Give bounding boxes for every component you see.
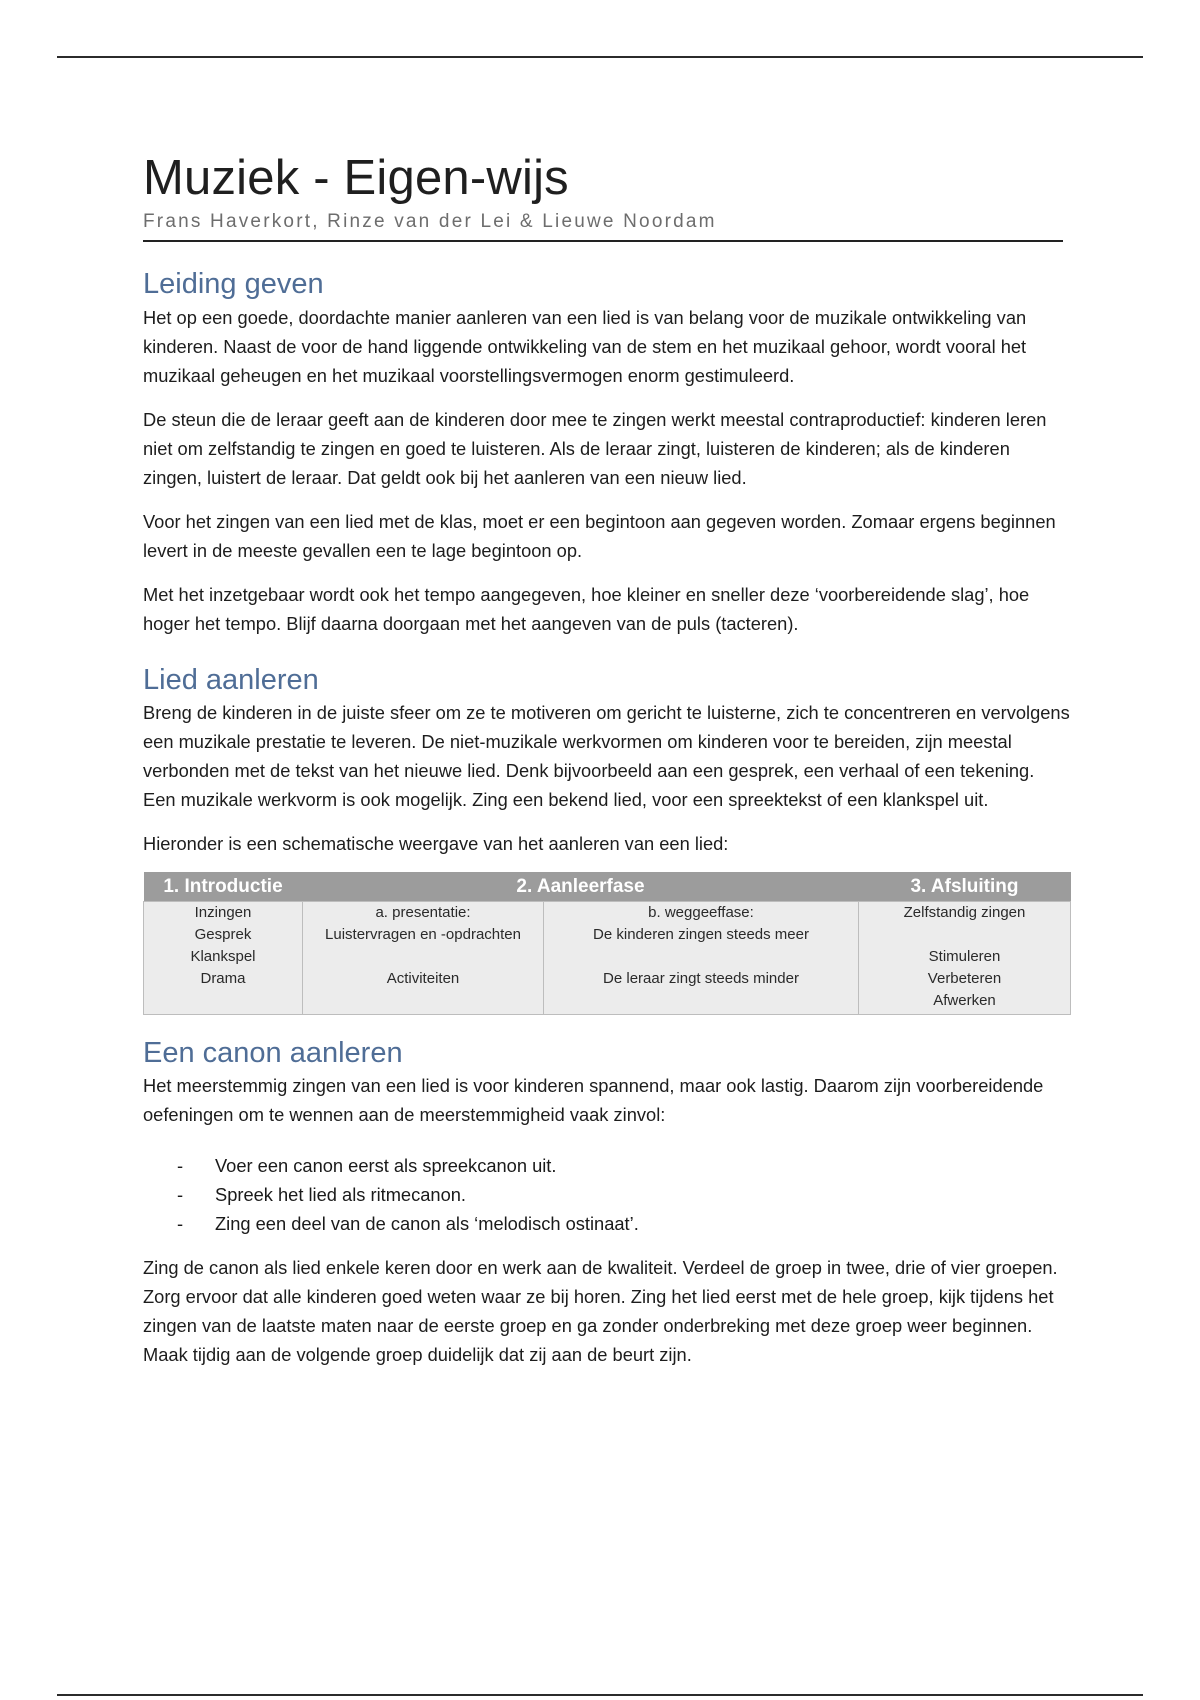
section-lied-aanleren [143, 662, 1070, 1015]
scheme-line: Inzingen [194, 904, 252, 921]
list-item [143, 1180, 1070, 1209]
scheme-line: Stimuleren [928, 948, 1001, 965]
scheme-line [303, 946, 543, 968]
bullet-list [143, 1151, 1070, 1238]
scheme-body-row [144, 902, 1071, 1015]
paragraph: Het meerstemmig zingen van een lied is voor kinderen spannend, maar ook lastig. Daarom zijn voorbereidende oefeningen om te wennen aan de meerstemmigheid vaak zinvol: [143, 1075, 1044, 1125]
scheme-cell-presentatie [303, 902, 544, 1015]
paragraph: Het op een goede, doordachte manier aanleren van een lied is van belang voor de muzikale ontwikkeling van kinderen. Naast de voor de hand liggende ontwikkeling van de stem en het muzikaal gehoor, wordt vooral het muzikaal geheugen en het muzikaal voorstellingsvermogen enorm gestimuleerd. [143, 307, 1027, 386]
scheme-line [859, 924, 1070, 946]
title-divider [143, 240, 1063, 242]
section-canon-aanleren [143, 1035, 1070, 1369]
document-authors: Frans Haverkort, Rinze van der Lei & Lieuwe Noordam [143, 211, 717, 232]
scheme-line: Afwerken [933, 992, 996, 1009]
section-heading: Een canon aanleren [143, 1037, 403, 1069]
paragraph: Zing de canon als lied enkele keren door en werk aan de kwaliteit. Verdeel de groep in twee, drie of vier groepen. Zorg ervoor dat alle kinderen goed weten waar ze bij horen. Zing het lied eerst met de hele groep, kijk tijdens het zingen van de laatste maten naar de eerste groep en ga zonder onderbreking met deze groep weer beginnen. Maak tijdig aan de volgende groep duidelijk dat zij aan de beurt zijn. [143, 1257, 1058, 1365]
list-item [143, 1209, 1070, 1238]
list-item-text: Zing een deel van de canon als ‘melodisch ostinaat’. [215, 1213, 639, 1234]
scheme-header-aanleerfase: 2. Aanleerfase [303, 872, 859, 902]
scheme-line: Activiteiten [386, 970, 460, 987]
paragraph: Breng de kinderen in de juiste sfeer om ze te motiveren om gericht te luisterne, zich te concentreren en vervolgens een muzikale prestatie te leveren. De niet-muzikale werkvormen om kinderen voor te bereiden, zijn meestal verbonden met de tekst van het nieuwe lied. Denk bijvoorbeeld aan een gesprek, een verhaal of een tekening. Een muzikale werkvorm is ook mogelijk. Zing een bekend lied, voor een spreektekst of een klankspel uit. [143, 702, 1070, 810]
scheme-header-introductie: 1. Introductie [144, 872, 303, 902]
dash-bullet: - [177, 1184, 184, 1205]
scheme-line: a. presentatie: [375, 904, 471, 921]
scheme-header-row [144, 872, 1071, 902]
scheme-line: b. weggeeffase: [648, 904, 754, 921]
section-leiding-geven [143, 266, 1070, 638]
scheme-header-afsluiting: 3. Afsluiting [859, 872, 1071, 902]
section-heading: Leiding geven [143, 268, 324, 300]
document-page [143, 148, 1070, 1369]
top-rule [57, 56, 1143, 58]
scheme-line: Klankspel [190, 948, 256, 965]
scheme-line: De leraar zingt steeds minder [603, 970, 799, 987]
paragraph: De steun die de leraar geeft aan de kinderen door mee te zingen werkt meestal contraproductief: kinderen leren niet om zelfstandig te zingen en goed te luisteren. Als de leraar zingt, luisteren de kinderen; als de kinderen zingen, luistert de leraar. Dat geldt ook bij het aanleren van een nieuw lied. [143, 409, 1047, 488]
paragraph: Met het inzetgebaar wordt ook het tempo aangegeven, hoe kleiner en sneller deze ‘voorbereidende slag’, hoe hoger het tempo. Blijf daarna doorgaan met het aangeven van de puls (tacteren). [143, 584, 1030, 634]
scheme-line: Zelfstandig zingen [903, 904, 1026, 921]
scheme-line: De kinderen zingen steeds meer [593, 926, 809, 943]
scheme-table [143, 872, 1071, 1015]
paragraph: Voor het zingen van een lied met de klas, moet er een begintoon aan gegeven worden. Zomaar ergens beginnen levert in de meeste gevallen een te lage begintoon op. [143, 511, 1056, 561]
document-title: Muziek - Eigen-wijs [143, 151, 569, 205]
scheme-line: Drama [200, 970, 246, 987]
scheme-line [544, 946, 858, 968]
list-item [143, 1151, 1070, 1180]
scheme-cell-afsluiting [859, 902, 1071, 1015]
scheme-line: Luistervragen en -opdrachten [325, 926, 521, 943]
list-item-text: Voer een canon eerst als spreekcanon uit. [215, 1155, 557, 1176]
scheme-cell-introductie [144, 902, 303, 1015]
scheme-cell-weggeeffase [544, 902, 859, 1015]
paragraph: Hieronder is een schematische weergave van het aanleren van een lied: [143, 833, 729, 854]
dash-bullet: - [177, 1155, 184, 1176]
dash-bullet: - [177, 1213, 184, 1234]
section-heading: Lied aanleren [143, 664, 319, 696]
scheme-line: Verbeteren [927, 970, 1002, 987]
list-item-text: Spreek het lied als ritmecanon. [215, 1184, 466, 1205]
scheme-line: Gesprek [194, 926, 252, 943]
bottom-rule [57, 1694, 1143, 1696]
